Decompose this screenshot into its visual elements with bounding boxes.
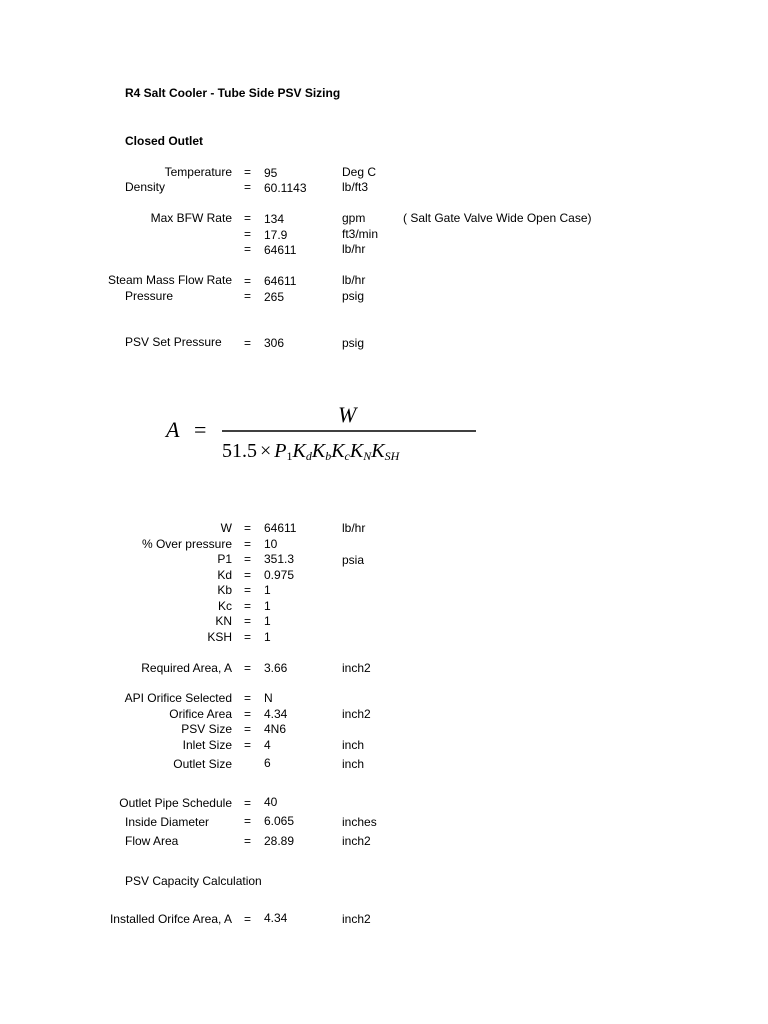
outlet-pipe-schedule-value: 40	[264, 795, 278, 809]
equals-sign: =	[244, 691, 252, 705]
density-unit: lb/ft3	[342, 180, 369, 194]
steam-mass-flow-value: 64611	[264, 274, 297, 288]
kd-value: 0.975	[264, 568, 295, 582]
equals-sign: =	[244, 722, 252, 736]
equals-sign: =	[244, 796, 252, 810]
equals-sign: =	[244, 227, 252, 241]
formula-equals: =	[194, 417, 207, 442]
equals-sign: =	[244, 814, 252, 828]
page-title: R4 Salt Cooler - Tube Side PSV Sizing	[125, 86, 341, 100]
w-label: W	[220, 521, 232, 535]
pressure-unit: psig	[342, 289, 365, 303]
equals-sign: =	[244, 552, 252, 566]
section-heading: Closed Outlet	[125, 134, 204, 148]
w-unit: lb/hr	[342, 521, 366, 535]
psv-set-pressure-label: PSV Set Pressure	[125, 335, 222, 349]
kc-value: 1	[264, 599, 271, 613]
outlet-size-label: Outlet Size	[173, 757, 232, 771]
formula-denominator: 51.5 × P1KdKbKcKNKSH	[222, 440, 400, 463]
capacity-heading: PSV Capacity Calculation	[125, 874, 262, 888]
equals-sign: =	[244, 180, 252, 194]
installed-area-value: 4.34	[264, 911, 288, 925]
api-orifice-value: N	[264, 691, 273, 705]
w-value: 64611	[264, 521, 297, 535]
kn-value: 1	[264, 614, 271, 628]
steam-mass-flow-unit: lb/hr	[342, 273, 366, 287]
p1-unit: psia	[342, 553, 365, 567]
psv-set-pressure-unit: psig	[342, 336, 365, 350]
ksh-label: KSH	[207, 630, 232, 644]
orifice-area-unit: inch2	[342, 707, 371, 721]
outlet-size-unit: inch	[342, 757, 365, 771]
equals-sign: =	[244, 614, 252, 628]
inside-diameter-label: Inside Diameter	[125, 815, 210, 829]
outlet-pipe-schedule-label: Outlet Pipe Schedule	[119, 796, 232, 810]
temperature-value: 95	[264, 166, 278, 180]
pressure-value: 265	[264, 290, 285, 304]
orifice-area-label: Orifice Area	[169, 707, 232, 721]
equals-sign: =	[244, 738, 252, 752]
flow-area-value: 28.89	[264, 834, 295, 848]
psv-set-pressure-value: 306	[264, 336, 285, 350]
required-area-unit: inch2	[342, 661, 371, 675]
kn-label: KN	[215, 614, 232, 628]
kb-value: 1	[264, 583, 271, 597]
equals-sign: =	[244, 165, 252, 179]
area-formula	[160, 398, 490, 468]
equals-sign: =	[244, 707, 252, 721]
psv-size-value: 4N6	[264, 722, 287, 736]
equals-sign: =	[244, 537, 252, 551]
kd-label: Kd	[217, 568, 232, 582]
max-bfw-rate-label: Max BFW Rate	[150, 211, 232, 225]
psv-size-label: PSV Size	[181, 722, 232, 736]
ksh-value: 1	[264, 630, 271, 644]
p1-value: 351.3	[264, 552, 295, 566]
inside-diameter-unit: inches	[342, 815, 377, 829]
equals-sign: =	[244, 336, 252, 350]
equals-sign: =	[244, 242, 252, 256]
required-area-value: 3.66	[264, 661, 288, 675]
equals-sign: =	[244, 521, 252, 535]
equals-sign: =	[244, 211, 252, 225]
installed-area-label: Installed Orifce Area, A	[109, 912, 232, 926]
max-bfw-rate-lbhr-unit: lb/hr	[342, 242, 366, 256]
equals-sign: =	[244, 289, 252, 303]
equals-sign: =	[244, 568, 252, 582]
outlet-size-value: 6	[264, 756, 271, 770]
over-pressure-value: 10	[264, 537, 278, 551]
max-bfw-rate-note: ( Salt Gate Valve Wide Open Case)	[403, 211, 592, 225]
equals-sign: =	[244, 661, 252, 675]
orifice-area-value: 4.34	[264, 707, 288, 721]
formula-lhs: A	[166, 417, 180, 442]
max-bfw-rate-gpm-unit: gpm	[342, 211, 366, 225]
equals-sign: =	[244, 912, 252, 926]
equals-sign: =	[244, 630, 252, 644]
over-pressure-label: % Over pressure	[141, 537, 232, 551]
kb-label: Kb	[217, 583, 232, 597]
max-bfw-rate-lbhr-value: 64611	[264, 243, 297, 257]
temperature-unit: Deg C	[342, 165, 377, 179]
installed-area-unit: inch2	[342, 912, 371, 926]
inlet-size-unit: inch	[342, 738, 365, 752]
max-bfw-rate-ft3min-unit: ft3/min	[342, 227, 379, 241]
flow-area-unit: inch2	[342, 834, 371, 848]
equals-sign: =	[244, 583, 252, 597]
temperature-label: Temperature	[164, 165, 232, 179]
p1-label: P1	[217, 552, 232, 566]
inlet-size-label: Inlet Size	[182, 738, 232, 752]
max-bfw-rate-gpm-value: 134	[264, 212, 285, 226]
flow-area-label: Flow Area	[125, 834, 179, 848]
pressure-label: Pressure	[125, 289, 174, 303]
inlet-size-value: 4	[264, 738, 271, 752]
inside-diameter-value: 6.065	[264, 814, 295, 828]
equals-sign: =	[244, 274, 252, 288]
kc-label: Kc	[217, 599, 232, 613]
density-value: 60.1143	[264, 181, 307, 195]
max-bfw-rate-ft3min-value: 17.9	[264, 228, 288, 242]
density-label: Density	[125, 180, 166, 194]
required-area-label: Required Area, A	[141, 661, 232, 675]
equals-sign: =	[244, 834, 252, 848]
api-orifice-label: API Orifice Selected	[124, 691, 232, 705]
equals-sign: =	[244, 599, 252, 613]
steam-mass-flow-label: Steam Mass Flow Rate	[107, 273, 232, 287]
formula-numerator: W	[338, 402, 357, 427]
